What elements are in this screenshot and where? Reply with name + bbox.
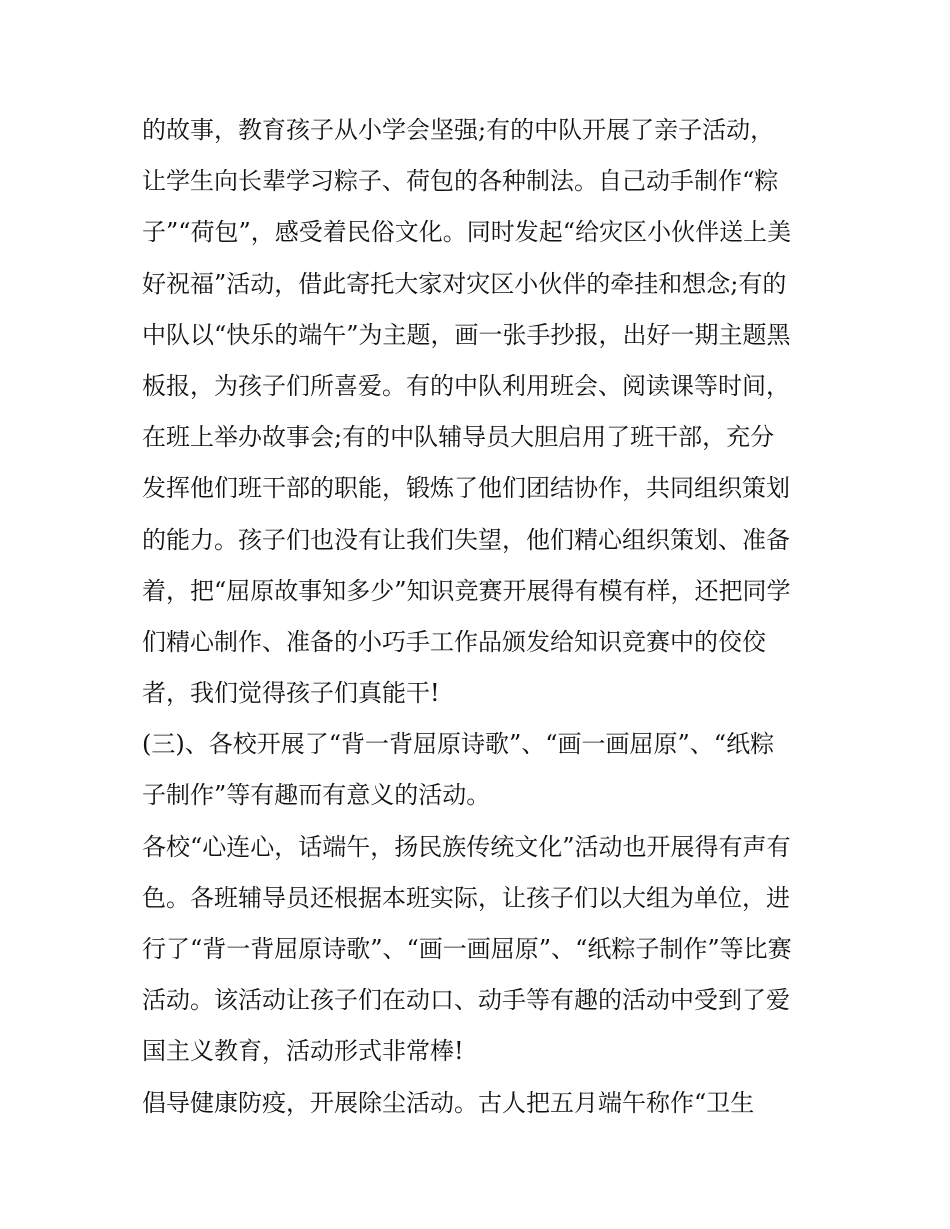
text-line: 让学生向长辈学习粽子、荷包的各种制法。自己动手制作“粽 [142,167,779,196]
text-line: 的故事，教育孩子从小学会坚强;有的中队开展了亲子活动， [142,116,775,144]
text-line: 的能力。孩子们也没有让我们失望，他们精心组织策划、准备 [142,525,790,554]
text-line: 们精心制作、准备的小巧手工作品颁发给知识竞赛中的佼佼 [142,627,766,656]
text-line: 活动。该活动让孩子们在动口、动手等有趣的活动中受到了爱 [142,986,790,1015]
document-body [142,105,822,1129]
text-line: 色。各班辅导员还根据本班实际，让孩子们以大组为单位，进 [142,883,790,912]
text-line: 板报，为孩子们所喜爱。有的中队利用班会、阅读课等时间， [142,371,790,400]
text-line: 子”“荷包”，感受着民俗文化。同时发起“给灾区小伙伴送上美 [142,218,792,247]
text-line: 国主义教育，活动形式非常棒! [142,1037,464,1066]
section-heading-line: 子制作”等有趣而有意义的活动。 [142,781,491,810]
text-line: 着，把“屈原故事知多少”知识竞赛开展得有模有样，还把同学 [142,576,791,605]
text-line: 行了“背一背屈原诗歌”、“画一画屈原”、“纸粽子制作”等比赛 [142,935,792,963]
text-line: 好祝福”活动，借此寄托大家对灾区小伙伴的牵挂和想念;有的 [142,269,787,298]
text-line: 中队以“快乐的端午”为主题，画一张手抄报，出好一期主题黑 [142,320,791,349]
section-heading-line: (三)、各校开展了“背一背屈原诗歌”、“画一画屈原”、“纸粽 [142,730,775,759]
text-line: 各校“心连心，话端午，扬民族传统文化”活动也开展得有声有 [142,832,791,861]
text-line: 发挥他们班干部的职能，锻炼了他们团结协作，共同组织策划 [142,474,790,503]
text-line: 者，我们觉得孩子们真能干! [142,679,440,708]
text-line: 在班上举办故事会;有的中队辅导员大胆启用了班干部，充分 [142,423,775,452]
text-line: 倡导健康防疫，开展除尘活动。古人把五月端午称作“卫生 [142,1088,755,1117]
